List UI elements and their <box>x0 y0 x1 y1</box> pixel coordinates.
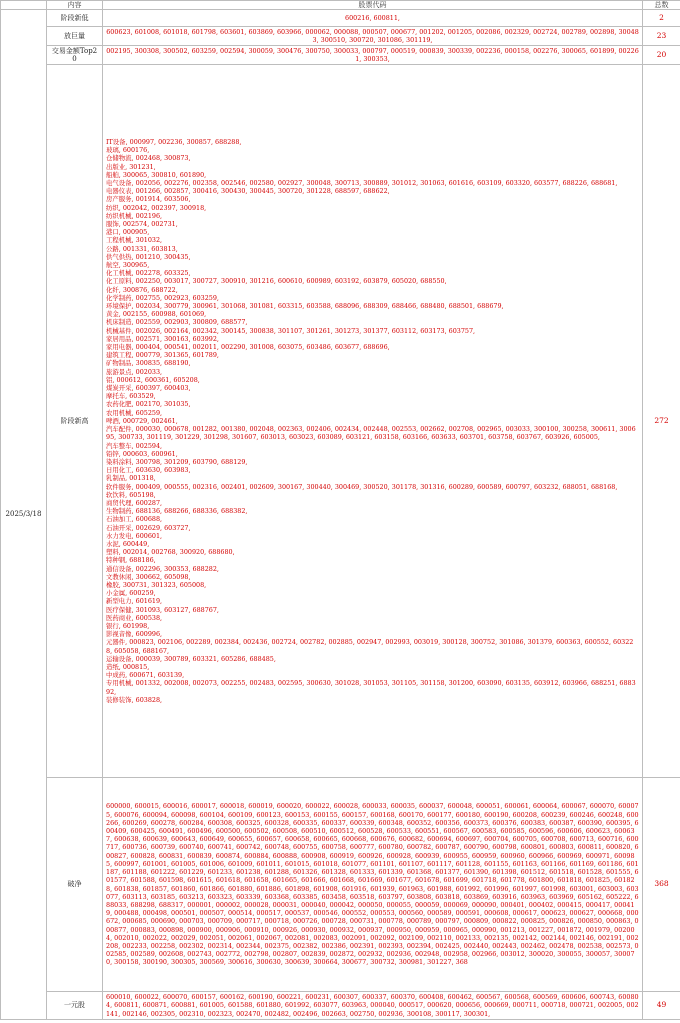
stock-count: 272 <box>643 65 680 778</box>
industry-line: 软件服务, 000409, 000555, 002316, 002401, 002609, 300167, 300440, 300469, 300520, 301178, 301316, 600289, 600589, 600797, 603232, 688051, 688168, <box>106 482 618 491</box>
industry-line: 生物制药, 688136, 688266, 688336, 688382, <box>106 507 248 516</box>
industry-line: 新型电力, 601619, <box>106 597 163 606</box>
industry-line: 汽车整车, 002594, <box>106 441 163 450</box>
industry-line: 黄金, 002155, 600988, 601069, <box>106 310 207 319</box>
stock-count: 2 <box>643 10 680 27</box>
industry-list <box>103 65 643 778</box>
industry-line: 塑料, 002014, 002768, 300920, 688680, <box>106 548 235 557</box>
table-row <box>1 46 680 65</box>
industry-line: 橡胶, 300731, 301323, 605008, <box>106 580 207 589</box>
industry-line: 运输设备, 000039, 300789, 603321, 605286, 688485, <box>106 654 276 663</box>
category-name: 阶段新低 <box>47 10 103 27</box>
category-name: 破净 <box>47 778 103 992</box>
category-name: 阶段新高 <box>47 65 103 778</box>
stock-count: 20 <box>643 46 680 65</box>
category-name: 交易金额Top20 <box>47 46 103 65</box>
industry-line: 纺织机械, 002196, <box>106 211 163 220</box>
industry-line: 矿物制品, 300835, 688190, <box>106 359 191 368</box>
stock-count: 368 <box>643 778 680 992</box>
header-date <box>1 1 47 10</box>
industry-line: 小金属, 600259, <box>106 589 156 598</box>
industry-line: 医药商业, 600538, <box>106 613 163 622</box>
industry-line: 特种钢, 688186, <box>106 556 156 565</box>
industry-line: 啤酒, 000729, 002461, <box>106 416 178 425</box>
industry-line: 公路, 001331, 603813, <box>106 244 178 253</box>
industry-line: 铅锌, 000603, 600961, <box>106 449 178 458</box>
stock-codes: 002195, 300308, 300502, 603259, 002594, 300059, 300476, 300750, 300033, 000797, 000519, 000839, 300339, 002236, 000158, 002276, 300065, 601899, 002261, 300353, <box>103 46 643 65</box>
industry-line: 船舶, 300065, 300810, 601890, <box>106 170 207 179</box>
table-row <box>1 65 680 778</box>
header-row <box>1 1 680 10</box>
category-name: 放巨量 <box>47 27 103 46</box>
industry-line: 元器件, 000823, 002106, 002289, 002384, 002436, 002724, 002782, 002885, 002947, 002993, 003019, 300128, 300752, 301086, 301379, 600363, 600552, 603228, 605058, 688167, <box>106 638 634 655</box>
industry-line: 石油开采, 002629, 603727, <box>106 523 191 532</box>
industry-line: 汽车配件, 000030, 000678, 001282, 001380, 002048, 002363, 002406, 002434, 002448, 002553, 002662, 002708, 002965, 003033, 300100, 300258, 300611, 300695, 300733, 301119, 301229, 301298, 301607, 603013, 603023, 603089, 603121, 603158, 603166, 603633, 603701, 603758, 603767, 603926, 605005, <box>106 425 636 442</box>
table-row <box>1 27 680 46</box>
stock-codes: 600010, 600022, 600070, 600157, 600162, 600190, 600221, 600231, 600307, 600337, 600370, 600408, 600462, 600567, 600568, 600569, 600606, 600743, 600804, 600811, 600871, 600881, 601005, 601588, 601880, 601992, 603077, 603963, 000040, 000517, 000620, 000656, 000669, 000711, 000718, 000721, 002005, 002141, 002146, 002305, 002310, 002323, 002470, 002482, 002496, 002663, 002750, 002936, 300108, 300117, 300301, <box>103 992 643 1020</box>
industry-line: 服饰, 002574, 002731, <box>106 220 178 229</box>
category-name: 一元股 <box>47 992 103 1020</box>
industry-line: 港口, 000905, <box>106 228 150 237</box>
industry-line: 专用机械, 001332, 002008, 002073, 002255, 002483, 002595, 300630, 301028, 301053, 301105, 301158, 301200, 603090, 603135, 603912, 603966, 688251, 688392, <box>106 679 636 696</box>
industry-line: 电器仪表, 001266, 002857, 300416, 300430, 300445, 300720, 301228, 688597, 688622, <box>106 187 390 196</box>
industry-line: 煤炭开采, 600397, 600403, <box>106 384 191 393</box>
stock-count: 23 <box>643 27 680 46</box>
industry-line: 农药化肥, 002170, 301035, <box>106 400 191 409</box>
industry-line: 商贸代理, 600287, <box>106 498 163 507</box>
industry-line: 工程机械, 301032, <box>106 236 163 245</box>
industry-line: 供气供热, 001210, 300435, <box>106 252 191 261</box>
industry-line: 家用电器, 000404, 000541, 002011, 002290, 301008, 603075, 603486, 603677, 688696, <box>106 343 390 352</box>
industry-line: 化工原料, 002250, 003017, 300727, 300910, 301216, 600610, 600989, 603192, 603879, 605020, 688550, <box>106 277 447 286</box>
industry-line: 造纸, 000815, <box>106 662 150 671</box>
header-total: 总数 <box>643 1 680 10</box>
table-row <box>1 992 680 1020</box>
industry-line: 化纤, 300876, 688722, <box>106 285 178 294</box>
industry-line: 农用机械, 605259, <box>106 408 163 417</box>
industry-line: 仓储物流, 002468, 300873, <box>106 154 191 163</box>
industry-line: 染料涂料, 300798, 301209, 603790, 688129, <box>106 457 248 466</box>
industry-line: 出版业, 301231, <box>106 162 156 171</box>
industry-line: 机械基件, 002026, 002164, 002342, 300145, 300838, 301107, 301261, 301273, 301377, 603112, 603173, 603757, <box>106 326 476 335</box>
industry-line: 文教休闲, 300662, 605098, <box>106 572 191 581</box>
industry-line: 软饮料, 605198, <box>106 490 156 499</box>
industry-line: 玻璃, 600176, <box>106 146 150 155</box>
industry-line: 化学制药, 002755, 002923, 603259, <box>106 293 219 302</box>
industry-line: 航空, 300965, <box>106 261 150 270</box>
industry-line: 化工机械, 002278, 603325, <box>106 269 191 278</box>
industry-line: 环境保护, 002034, 300779, 300961, 301068, 301081, 603315, 603588, 688096, 688309, 688466, 688480, 688501, 688679, <box>106 302 504 311</box>
date-cell: 2025/3/18 <box>1 10 47 1020</box>
industry-line: 房产服务, 001914, 603506, <box>106 195 191 204</box>
industry-line: 影视音像, 600996, <box>106 630 163 639</box>
industry-line: 银行, 601998, <box>106 621 150 630</box>
industry-line: 家居用品, 002571, 300163, 603992, <box>106 334 219 343</box>
industry-line: 医疗保健, 301093, 603127, 688767, <box>106 605 219 614</box>
industry-line: 石油加工, 600688, <box>106 515 163 524</box>
stock-codes: 600000, 600015, 600016, 600017, 600018, 600019, 600020, 600022, 600028, 600033, 600035, 600037, 600048, 600051, 600061, 600064, 600067, 600070, 600075, 600076, 600094, 600098, 600104, 600109, 600123, 600153, 600155, 600157, 600168, 600170, 600177, 600180, 600190, 600208, 600239, 600246, 600248, 600266, 600269, 600278, 600284, 600308, 600325, 600328, 600335, 600337, 600339, 600348, 600352, 600356, 600373, 600376, 600383, 600387, 600390, 600395, 600409, 600425, 600491, 600496, 600500, 600502, 600508, 600510, 600512, 600528, 600533, 600551, 600567, 600583, 600585, 600596, 600606, 600623, 600637, 600638, 600639, 600643, 600649, 600655, 600657, 600658, 600665, 600668, 600676, 600682, 600694, 600697, 600704, 600705, 600708, 600713, 600716, 600717, 600736, 600739, 600740, 600741, 600742, 600748, 600755, 600758, 600777, 600780, 600782, 600787, 600790, 600798, 600801, 600803, 600811, 600820, 600827, 600828, 600831, 600839, 600874, 600884, 600888, 600908, 600919, 600926, 600928, 600939, 600955, 600959, 600960, 600966, 600969, 600971, 600985, 600997, 601001, 601005, 601006, 601009, 601011, 601015, 601018, 601077, 601101, 601107, 601117, 601128, 601155, 601163, 601166, 601169, 601186, 601187, 601188, 601222, 601229, 601233, 601238, 601288, 601326, 601328, 601333, 601339, 601368, 601377, 601390, 601398, 601512, 601518, 601528, 601555, 601577, 601588, 601598, 601615, 601618, 601658, 601665, 601666, 601668, 601669, 601677, 601678, 601699, 601718, 601778, 601800, 601818, 601825, 601828, 601838, 601857, 601860, 601866, 601880, 601886, 601898, 601908, 601916, 601939, 601963, 601988, 601992, 601996, 601997, 601998, 603001, 603003, 603077, 603113, 603185, 603213, 603323, 603339, 603368, 603385, 603458, 603518, 603797, 603808, 603818, 603869, 603916, 603963, 603969, 605162, 605222, 688033, 688298, 688317, 000001, 000002, 000028, 000031, 000040, 000042, 000050, 000055, 000059, 000069, 000090, 000401, 000402, 000415, 000417, 000419, 000488, 000498, 000501, 000507, 000514, 000517, 000537, 000546, 000552, 000553, 000560, 000589, 000591, 000608, 000617, 000623, 000627, 000668, 000672, 000685, 000690, 000703, 000709, 000717, 000718, 000726, 000728, 000731, 000778, 000789, 000797, 000809, 000822, 000825, 000826, 000850, 000863, 000877, 000883, 000898, 000900, 000906, 000910, 000926, 000930, 000932, 000937, 000950, 000959, 000965, 000990, 001213, 001227, 001872, 001979, 002004, 002010, 002022, 002029, 002051, 002061, 002067, 002081, 002083, 002091, 002092, 002109, 002110, 002133, 002135, 002142, 002144, 002146, 002191, 002208, 002233, 002258, 002302, 002314, 002344, 002375, 002382, 002386, 002391, 002393, 002394, 002425, 002440, 002443, 002462, 002478, 002538, 002573, 002585, 002589, 002608, 002743, 002772, 002798, 002807, 002839, 002872, 002932, 002936, 002948, 002958, 002966, 003012, 300020, 300055, 300057, 300070, 300158, 300190, 300305, 300569, 300616, 300630, 300639, 300664, 300677, 300732, 300981, 301227, 368 <box>103 778 643 992</box>
industry-line: 水力发电, 600601, <box>106 531 163 540</box>
table-row <box>1 10 680 27</box>
industry-line: 建筑工程, 000779, 301365, 601789, <box>106 351 219 360</box>
table-row <box>1 778 680 992</box>
industry-line: 机床制造, 002559, 002903, 300809, 688577, <box>106 318 248 327</box>
industry-line: 中成药, 600671, 603139, <box>106 671 185 680</box>
stock-codes: 600216, 600811, <box>103 10 643 27</box>
industry-line: 日用化工, 603630, 603983, <box>106 466 191 475</box>
industry-line: IT设备, 000997, 002236, 300857, 688288, <box>106 137 242 146</box>
industry-line: 铝, 000612, 600361, 605208, <box>106 375 200 384</box>
stock-codes: 600623, 601008, 601018, 601798, 603601, 603869, 603966, 000062, 000088, 000507, 000677, 001202, 001205, 002086, 002329, 002724, 002789, 002898, 300483, 300510, 300720, 301086, 301119, <box>103 27 643 46</box>
industry-line: 旅游景点, 002033, <box>106 367 163 376</box>
header-codes: 股票代码 <box>103 1 643 10</box>
industry-line: 摩托车, 603529, <box>106 392 156 401</box>
stock-count: 49 <box>643 992 680 1020</box>
industry-line: 通信设备, 002296, 300353, 688282, <box>106 564 219 573</box>
industry-line: 乳制品, 001318, <box>106 474 156 483</box>
header-content: 内容 <box>47 1 103 10</box>
industry-line: 装修装饰, 603828, <box>106 695 163 704</box>
industry-line: 纺织, 002042, 002397, 300918, <box>106 203 207 212</box>
industry-line: 电气设备, 002056, 002276, 002358, 002546, 002580, 002927, 300048, 300713, 300889, 301012, 301063, 601616, 603109, 603320, 603577, 688226, 688681, <box>106 179 618 187</box>
industry-line: 水泥, 600449, <box>106 539 150 548</box>
